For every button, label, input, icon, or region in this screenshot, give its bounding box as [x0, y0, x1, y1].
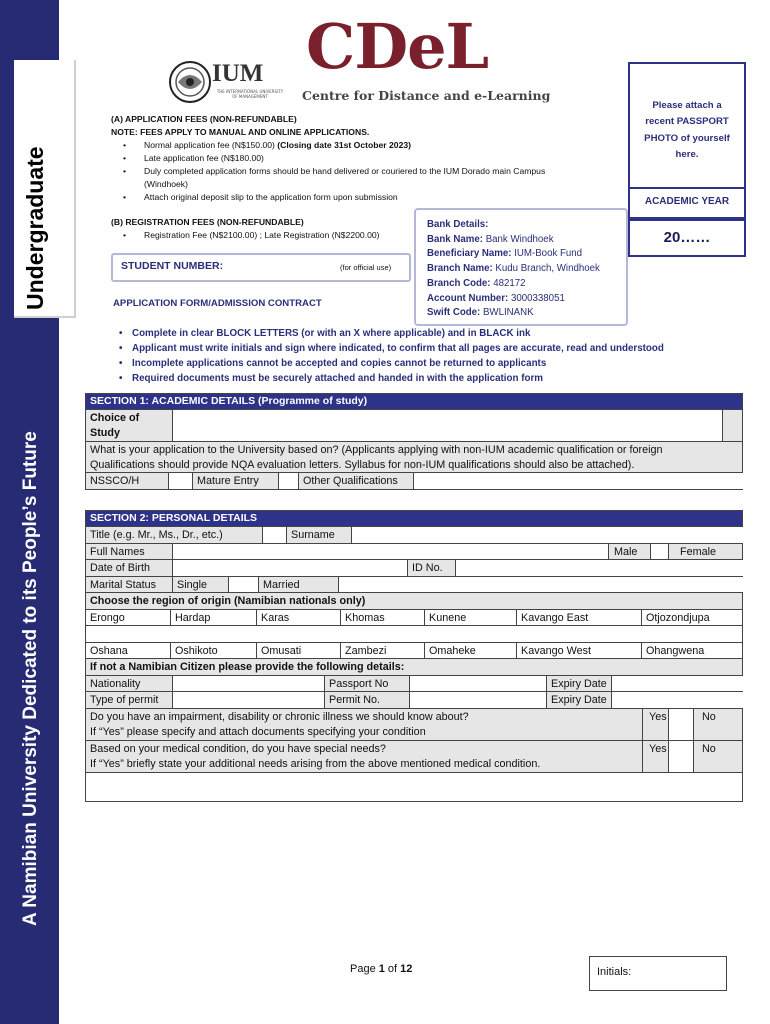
- qualification-options-row: [86, 472, 742, 489]
- permit-expiry-label: Expiry Date: [546, 692, 611, 708]
- impairment-yes-checkbox[interactable]: [668, 709, 693, 740]
- level-tab: [14, 60, 76, 318]
- permit-type-label: Type of permit: [90, 694, 159, 706]
- instruction-item: • Required documents must be securely attached and handed in with the application form: [118, 371, 718, 386]
- bank-line: Branch Name: Kudu Branch, Windhoek: [427, 263, 600, 275]
- ium-wordmark: IUM: [212, 60, 264, 87]
- passport-input[interactable]: [409, 676, 546, 692]
- other-qualification-input[interactable]: [413, 473, 744, 489]
- special-needs-input[interactable]: [86, 772, 742, 802]
- title-row: [86, 526, 742, 543]
- registration-item: • Registration Fee (N$2100.00) ; Late Registration (N$2200.00): [111, 229, 411, 242]
- instruction-item: • Complete in clear BLOCK LETTERS (or with an X where applicable) and in BLACK ink: [118, 326, 718, 341]
- option-nssco: NSSCO/H: [90, 475, 140, 487]
- instructions: [118, 326, 718, 386]
- married-label: Married: [258, 577, 338, 593]
- fees-note: NOTE: FEES APPLY TO MANUAL AND ONLINE APPLICATIONS.: [111, 127, 370, 137]
- choice-of-study-label: Choice of Study: [90, 412, 140, 439]
- fee-item: • Attach original deposit slip to the application form upon submission: [111, 191, 611, 204]
- permit-no-label: Permit No.: [324, 692, 409, 708]
- dob-label: Date of Birth: [90, 562, 151, 574]
- photo-instruction: Please attach a recent PASSPORT PHOTO of yourself here.: [644, 100, 730, 160]
- region-khomas[interactable]: Khomas: [340, 610, 424, 626]
- id-no-input[interactable]: [455, 560, 744, 576]
- choice-of-study-row: [86, 409, 742, 441]
- impairment-row: [86, 708, 742, 740]
- impairment-no-label: No: [693, 709, 744, 740]
- initials-label: Initials:: [597, 966, 632, 978]
- region-zambezi[interactable]: Zambezi: [340, 643, 424, 659]
- id-no-label: ID No.: [407, 560, 455, 576]
- registration-title: (B) REGISTRATION FEES (NON-REFUNDABLE): [111, 217, 304, 227]
- special-needs-row: [86, 740, 742, 772]
- form-title: APPLICATION FORM/ADMISSION CONTRACT: [113, 298, 322, 309]
- region-kunene[interactable]: Kunene: [424, 610, 516, 626]
- fees-title: (A) APPLICATION FEES (NON-REFUNDABLE): [111, 114, 297, 124]
- permit-type-input[interactable]: [172, 692, 324, 708]
- married-checkbox[interactable]: [338, 577, 744, 593]
- single-label: Single: [172, 577, 228, 593]
- region-row: [86, 642, 742, 659]
- male-label: Male: [608, 544, 650, 560]
- tagline: A Namibian University Dedicated to its People’s Future: [20, 431, 41, 926]
- nationality-row: [86, 675, 742, 692]
- nationality-label: Nationality: [90, 677, 141, 690]
- single-checkbox[interactable]: [228, 577, 258, 593]
- bank-line: Bank Name: Bank Windhoek: [427, 233, 554, 245]
- region-header-row: [86, 592, 742, 609]
- dob-input[interactable]: [172, 560, 407, 576]
- application-basis-question: What is your application to the University based on? (Applicants applying with non-IUM academic qualification or foreign Qualifications should provide NQA evaluation letters. Syllabus for non-IUM qualifications should also be attached).: [86, 441, 742, 472]
- region-kavango-east[interactable]: Kavango East: [516, 610, 641, 626]
- instruction-item: • Incomplete applications cannot be accepted and copies cannot be returned to applicants: [118, 356, 718, 371]
- bank-line: Branch Code: 482172: [427, 277, 526, 289]
- region-blank-row: [86, 625, 742, 642]
- section1-header: SECTION 1: ACADEMIC DETAILS (Programme of study): [86, 394, 742, 409]
- bank-details: [427, 218, 600, 321]
- academic-year-label: ACADEMIC YEAR: [644, 196, 730, 207]
- page-number: Page 1 of 12: [350, 963, 413, 975]
- registration-fees: [111, 216, 411, 242]
- region-kavango-west[interactable]: Kavango West: [516, 643, 641, 659]
- region-oshikoto[interactable]: Oshikoto: [170, 643, 256, 659]
- ium-logo: [168, 58, 288, 106]
- nssco-checkbox[interactable]: [168, 473, 192, 489]
- application-fees: [111, 113, 611, 204]
- ium-crest-icon: [168, 60, 212, 104]
- foreign-header: If not a Namibian Citizen please provide the following details:: [90, 661, 405, 673]
- surname-input[interactable]: [351, 527, 744, 543]
- region-ohangwena[interactable]: Ohangwena: [641, 643, 744, 659]
- cdel-subtitle: Centre for Distance and e-Learning: [302, 88, 551, 103]
- permit-row: [86, 691, 742, 708]
- region-header: Choose the region of origin (Namibian nationals only): [90, 595, 366, 607]
- surname-label: Surname: [286, 527, 351, 543]
- region-hardap[interactable]: Hardap: [170, 610, 256, 626]
- impairment-yes-label: Yes: [642, 709, 668, 740]
- section2-header: SECTION 2: PERSONAL DETAILS: [86, 511, 742, 526]
- foreign-header-row: [86, 658, 742, 675]
- region-oshana[interactable]: Oshana: [90, 644, 128, 657]
- needs-no-label: No: [693, 741, 744, 772]
- impairment-question: Do you have an impairment, disability or chronic illness we should know about? If “Yes” please specify and attach documents specifying your condition: [90, 710, 469, 738]
- fee-item: • Normal application fee (N$150.00) (Closing date 31st October 2023): [111, 139, 611, 152]
- option-mature-entry: Mature Entry: [192, 473, 278, 489]
- section-personal-details: [85, 510, 743, 802]
- nationality-input[interactable]: [172, 676, 324, 692]
- marital-row: [86, 576, 742, 593]
- fee-item: • Duly completed application forms should be hand delivered or couriered to the IUM Dorado main Campus (Windhoek): [111, 165, 581, 191]
- passport-expiry-label: Expiry Date: [546, 676, 611, 692]
- region-karas[interactable]: Karas: [256, 610, 340, 626]
- region-erongo[interactable]: Erongo: [90, 611, 125, 624]
- region-omusati[interactable]: Omusati: [256, 643, 340, 659]
- bank-title: Bank Details:: [427, 219, 489, 230]
- student-number-label: STUDENT NUMBER:: [121, 260, 224, 272]
- female-label: Female: [668, 544, 744, 560]
- ium-subtext: THE INTERNATIONAL UNIVERSITY OF MANAGEMENT: [216, 89, 284, 99]
- mature-entry-checkbox[interactable]: [278, 473, 298, 489]
- region-otjozondjupa[interactable]: Otjozondjupa: [641, 610, 744, 626]
- full-names-label: Full Names: [90, 545, 145, 558]
- title-input[interactable]: [262, 527, 286, 543]
- title-label: Title (e.g. Mr., Ms., Dr., etc.): [90, 529, 223, 541]
- fee-item: • Late application fee (N$180.00): [111, 152, 611, 165]
- full-names-row: [86, 543, 742, 560]
- bank-line: Account Number: 3000338051: [427, 292, 565, 304]
- region-omaheke[interactable]: Omaheke: [424, 643, 516, 659]
- male-checkbox[interactable]: [650, 544, 668, 560]
- marital-label: Marital Status: [90, 578, 157, 591]
- bank-line: Beneficiary Name: IUM-Book Fund: [427, 248, 583, 260]
- passport-expiry-input[interactable]: [611, 676, 744, 692]
- passport-label: Passport No: [324, 676, 409, 692]
- permit-no-input[interactable]: [409, 692, 546, 708]
- academic-year-value: 20……: [663, 229, 711, 246]
- permit-expiry-input[interactable]: [611, 692, 744, 708]
- option-other: Other Qualifications: [298, 473, 413, 489]
- section-academic-details: [85, 393, 743, 490]
- choice-of-study-input[interactable]: [172, 410, 722, 441]
- bank-line: Swift Code: BWLINANK: [427, 307, 534, 319]
- level-label: Undergraduate: [22, 146, 48, 310]
- needs-yes-checkbox[interactable]: [668, 741, 693, 772]
- full-names-input[interactable]: [172, 544, 608, 560]
- instruction-item: • Applicant must write initials and sign where indicated, to confirm that all pages are accurate, read and understood: [118, 341, 718, 356]
- cdel-wordmark: CDeL: [306, 10, 489, 83]
- needs-yes-label: Yes: [642, 741, 668, 772]
- region-row: [86, 609, 742, 626]
- official-use-note: (for official use): [340, 263, 392, 272]
- special-needs-question: Based on your medical condition, do you have special needs? If “Yes” briefly state your additional needs arising from the above mentioned medical condition.: [90, 742, 541, 770]
- dob-row: [86, 559, 742, 576]
